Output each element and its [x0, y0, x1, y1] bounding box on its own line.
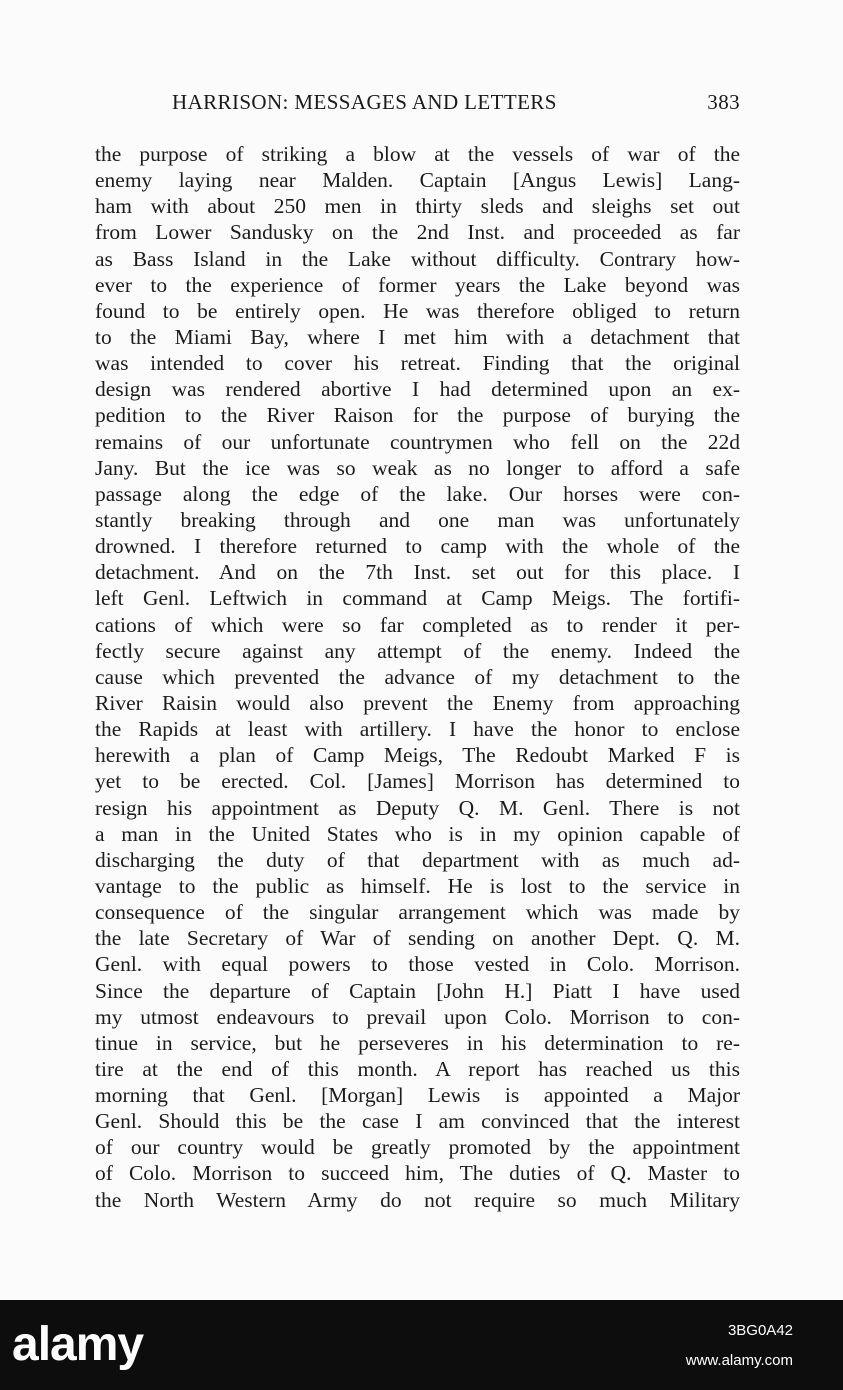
text-line: vantage to the public as himself. He is lost to the service in: [95, 873, 740, 898]
text-line: of our country would be greatly promoted by the appointment: [95, 1135, 740, 1160]
text-line: ham with about 250 men in thirty sleds and sleighs set out: [95, 194, 740, 219]
text-line: yet to be erected. Col. [James] Morrison has determined to: [95, 769, 740, 794]
alamy-logo: alamy: [12, 1318, 144, 1371]
text-line: resign his appointment as Deputy Q. M. Genl. There is not: [95, 795, 740, 820]
image-id: 3BG0A42: [727, 1322, 793, 1339]
text-line: enemy laying near Malden. Captain [Angus Lewis] Lang-: [95, 168, 740, 193]
text-line: to the Miami Bay, where I met him with a detachment that: [95, 324, 740, 349]
text-line: discharging the duty of that department with as much ad-: [95, 847, 740, 872]
text-line: detachment. And on the 7th Inst. set out for this place. I: [95, 560, 740, 585]
text-line: Genl. Should this be the case I am convinced that the interest: [95, 1109, 740, 1134]
text-line: morning that Genl. [Morgan] Lewis is appointed a Major: [95, 1083, 740, 1108]
text-line: consequence of the singular arrangement which was made by: [95, 900, 740, 925]
text-line: my utmost endeavours to prevail upon Colo. Morrison to con-: [95, 1004, 740, 1029]
running-title: HARRISON: MESSAGES AND LETTERS: [172, 89, 557, 114]
body-text: [95, 141, 740, 1213]
text-line: the late Secretary of War of sending on another Dept. Q. M.: [95, 926, 740, 951]
text-line: Genl. with equal powers to those vested in Colo. Morrison.: [95, 952, 740, 977]
text-line: cations of which were so far completed as to render it per-: [95, 612, 740, 637]
text-line: herewith a plan of Camp Meigs, The Redoubt Marked F is: [95, 743, 740, 768]
text-line: the Rapids at least with artillery. I have the honor to enclose: [95, 717, 740, 742]
text-line: fectly secure against any attempt of the enemy. Indeed the: [95, 638, 740, 663]
text-line: Since the departure of Captain [John H.] Piatt I have used: [95, 978, 740, 1003]
page-header: [172, 86, 740, 118]
watermark-footer: [0, 1300, 843, 1390]
text-line: design was rendered abortive I had determined upon an ex-: [95, 377, 740, 402]
text-line: ever to the experience of former years the Lake beyond was: [95, 272, 740, 297]
text-line: the purpose of striking a blow at the vessels of war of the: [95, 142, 740, 166]
text-line: left Genl. Leftwich in command at Camp Meigs. The fortifi-: [95, 586, 740, 611]
text-line: remains of our unfortunate countrymen who fell on the 22d: [95, 429, 740, 454]
text-line: stantly breaking through and one man was unfortunately: [95, 507, 740, 532]
text-line: a man in the United States who is in my opinion capable of: [95, 821, 740, 846]
text-line: as Bass Island in the Lake without difficulty. Contrary how-: [95, 246, 740, 271]
text-line: passage along the edge of the lake. Our horses were con-: [95, 481, 740, 506]
text-line: drowned. I therefore returned to camp with the whole of the: [95, 534, 740, 559]
text-line: tinue in service, but he perseveres in his determination to re-: [95, 1030, 740, 1055]
text-line: of Colo. Morrison to succeed him, The duties of Q. Master to: [95, 1161, 740, 1186]
text-line: found to be entirely open. He was therefore obliged to return: [95, 298, 740, 323]
text-line: pedition to the River Raison for the purpose of burying the: [95, 403, 740, 428]
text-line: the North Western Army do not require so much Military: [95, 1187, 740, 1212]
page-number: 383: [707, 89, 740, 114]
text-line: Jany. But the ice was so weak as no longer to afford a safe: [95, 455, 740, 480]
text-line: River Raisin would also prevent the Enemy from approaching: [95, 690, 740, 715]
text-line: tire at the end of this month. A report has reached us this: [95, 1056, 740, 1081]
text-line: was intended to cover his retreat. Finding that the original: [95, 351, 740, 376]
text-line: cause which prevented the advance of my detachment to the: [95, 664, 740, 689]
site-url: www.alamy.com: [685, 1352, 793, 1369]
text-line: from Lower Sandusky on the 2nd Inst. and proceeded as far: [95, 220, 740, 245]
